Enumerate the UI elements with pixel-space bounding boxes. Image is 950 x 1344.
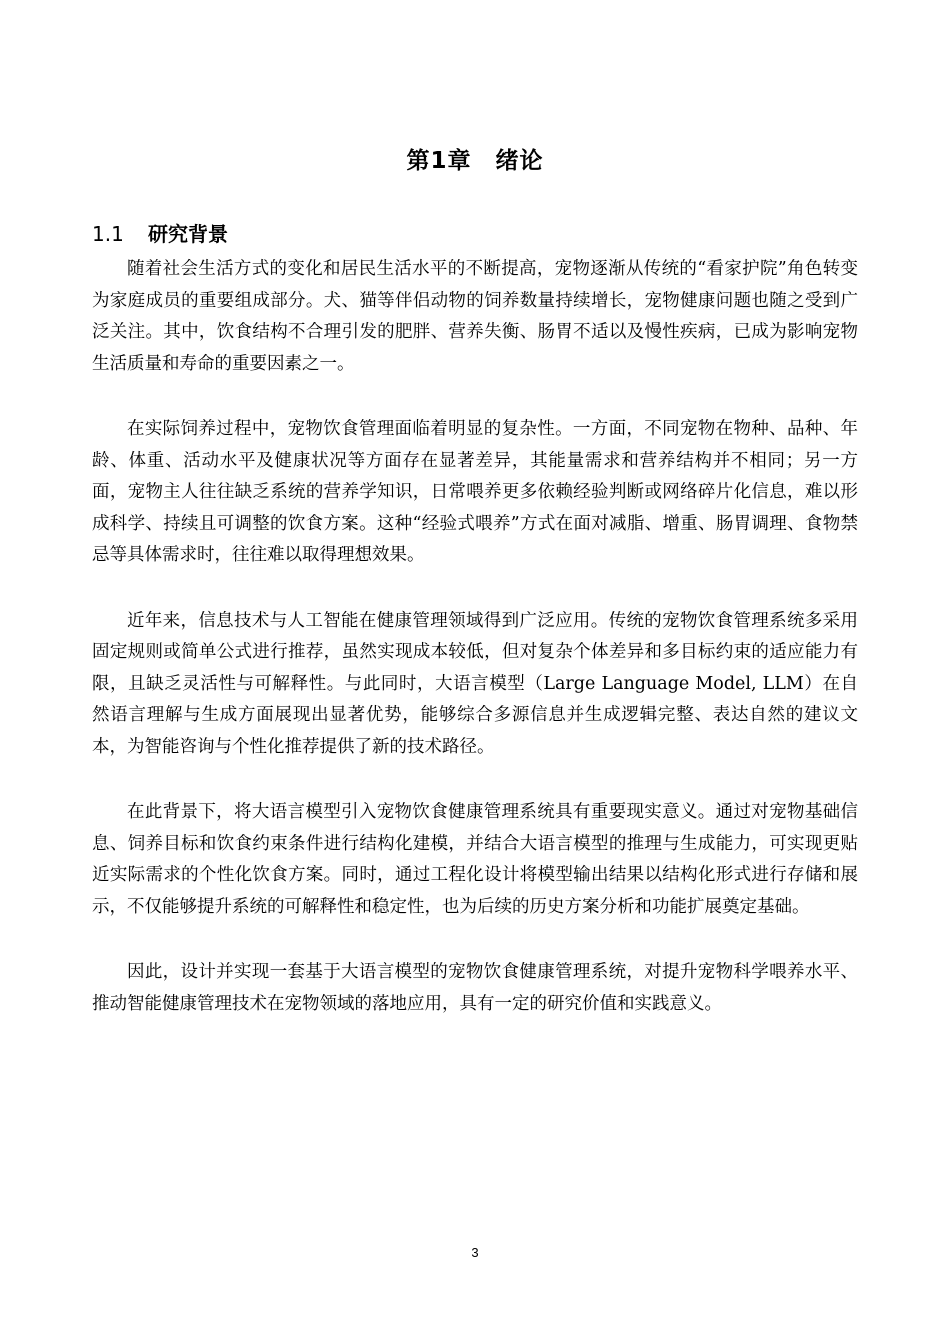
page-number: 3 xyxy=(471,1245,479,1260)
paragraph: 在此背景下，将大语言模型引入宠物饮食健康管理系统具有重要现实意义。通过对宠物基础信息、饲养目标和饮食约束条件进行结构化建模，并结合大语言模型的推理与生成能力，可实现更贴近实际需求的个性化饮食方案。同时，通过工程化设计将模型输出结果以结构化形式进行存储和展示，不仅能够提升系统的可解释性和稳定性，也为后续的历史方案分析和功能扩展奠定基础。 xyxy=(92,802,858,917)
body-text xyxy=(92,254,858,1054)
paragraph: 因此，设计并实现一套基于大语言模型的宠物饮食健康管理系统，对提升宠物科学喂养水平、推动智能健康管理技术在宠物领域的落地应用，具有一定的研究价值和实践意义。 xyxy=(92,962,858,1014)
section-number: 1.1 xyxy=(92,222,124,246)
paragraph: 在实际饲养过程中，宠物饮食管理面临着明显的复杂性。一方面，不同宠物在物种、品种、年龄、体重、活动水平及健康状况等方面存在显著差异，其能量需求和营养结构并不相同；另一方面，宠物主人往往缺乏系统的营养学知识，日常喂养更多依赖经验判断或网络碎片化信息，难以形成科学、持续且可调整的饮食方案。这种“经验式喂养”方式在面对减脂、增重、肠胃调理、食物禁忌等具体需求时，往往难以取得理想效果。 xyxy=(92,419,858,565)
paragraph: 近年来，信息技术与人工智能在健康管理领域得到广泛应用。传统的宠物饮食管理系统多采用固定规则或简单公式进行推荐，虽然实现成本较低，但对复杂个体差异和多目标约束的适应能力有限，且缺乏灵活性与可解释性。与此同时，大语言模型（Large Language Model, LLM）在自然语言理解与生成方面展现出显著优势，能够综合多源信息并生成逻辑完整、表达自然的建议文本，为智能咨询与个性化推荐提供了新的技术路径。 xyxy=(92,610,858,757)
section-title: 研究背景 xyxy=(148,222,228,246)
paragraph: 随着社会生活方式的变化和居民生活水平的不断提高，宠物逐渐从传统的“看家护院”角色转变为家庭成员的重要组成部分。犬、猫等伴侣动物的饲养数量持续增长，宠物健康问题也随之受到广泛关注。其中，饮食结构不合理引发的肥胖、营养失衡、肠胃不适以及慢性疾病，已成为影响宠物生活质量和寿命的重要因素之一。 xyxy=(92,259,858,374)
chapter-title: 第1章 绪论 xyxy=(406,148,544,174)
section-heading xyxy=(92,218,228,250)
